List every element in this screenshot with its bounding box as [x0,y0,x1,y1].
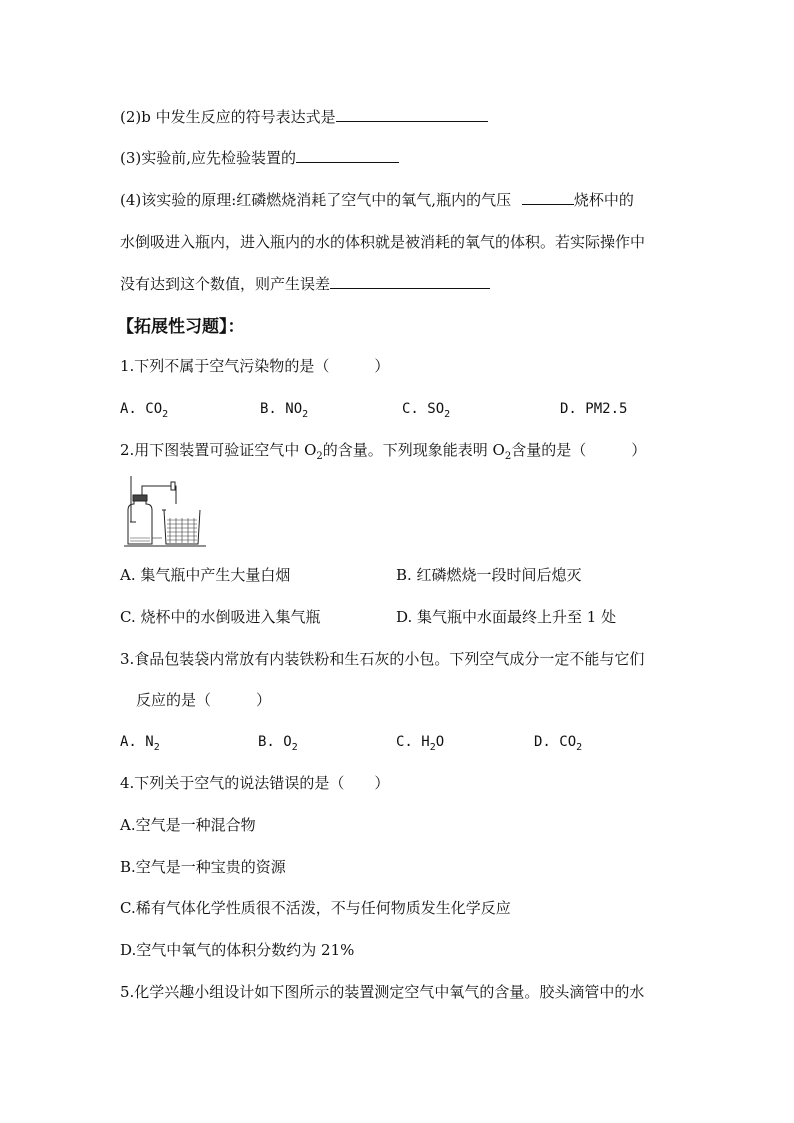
exercise-3-option-d[interactable]: D. $CO_2$ [534,734,583,753]
exercise-2-option-b[interactable]: B. 红磷燃烧一段时间后熄灭 [396,566,582,584]
question-4-line-1 [120,190,634,210]
question-3-text: (3)实验前,应先检验装置的 [120,149,297,167]
exercise-3-option-c[interactable]: C. $H_2O$ [396,734,445,753]
section-title: 【拓展性习题】： [117,317,245,337]
question-3 [120,148,399,168]
answer-blank[interactable] [336,107,488,122]
exercise-4-option-d[interactable]: D.空气中氧气的体积分数约为 21% [120,941,355,959]
question-2 [120,107,488,127]
exercise-5-stem: 5.化学兴趣小组设计如下图所示的装置测定空气中氧气的含量。胶头滴管中的水 [120,983,645,1001]
exercise-4-option-b[interactable]: B.空气是一种宝贵的资源 [120,858,286,876]
exercise-2-option-d[interactable]: D. 集气瓶中水面最终上升至 1 处 [396,608,617,626]
answer-blank[interactable] [330,274,490,289]
stopper-icon [133,495,147,501]
question-4-line-2: 水倒吸进入瓶内，进入瓶内的水的体积就是被消耗的氧气的体积。若实际操作中 [120,233,646,251]
question-4-text-a: (4)该实验的原理:红磷燃烧消耗了空气中的氧气,瓶内的气压 [120,191,512,209]
clamp-icon [171,482,175,490]
exercise-3-stem-line-1: 3.食品包装袋内常放有内装铁粉和生石灰的小包。下列空气成分一定不能与它们 [120,650,645,668]
exercise-3-option-a[interactable]: A. $N_2$ [120,734,160,753]
exercise-2-option-c[interactable]: C. 烧杯中的水倒吸进入集气瓶 [120,608,321,626]
exercise-3-option-b[interactable]: B. $O_2$ [258,734,298,753]
exercise-4-option-a[interactable]: A.空气是一种混合物 [120,816,256,834]
exercise-2-stem: 2.用下图装置可验证空气中 $O_2$的含量。下列现象能表明 $O_2$含量的是（ ） [120,441,647,462]
exercise-1-option-b[interactable]: B. $NO_2$ [260,401,309,420]
exercise-3-stem-line-2: 反应的是（ ） [136,691,272,709]
exercise-1-option-c[interactable]: C. $SO_2$ [402,401,451,420]
exercise-1-option-a[interactable]: A. $CO_2$ [120,401,169,420]
exercise-1-option-d[interactable]: D. PM2.5 [560,401,628,417]
apparatus-diagram [122,474,208,550]
exercise-4-stem: 4.下列关于空气的说法错误的是（ ） [120,774,390,792]
question-2-text: (2)b 中发生反应的符号表达式是 [120,108,336,126]
question-4-text-c: 没有达到这个数值，则产生误差 [120,275,331,293]
question-4-line-3 [120,274,490,294]
question-4-text-b: 烧杯中的 [573,191,634,209]
answer-blank[interactable] [522,190,574,205]
exercise-1-stem: 1.下列不属于空气污染物的是（ ） [120,357,390,375]
exercise-4-option-c[interactable]: C.稀有气体化学性质很不活泼，不与任何物质发生化学反应 [120,899,511,917]
exercise-2-option-a[interactable]: A. 集气瓶中产生大量白烟 [120,566,291,584]
answer-blank[interactable] [296,148,399,163]
